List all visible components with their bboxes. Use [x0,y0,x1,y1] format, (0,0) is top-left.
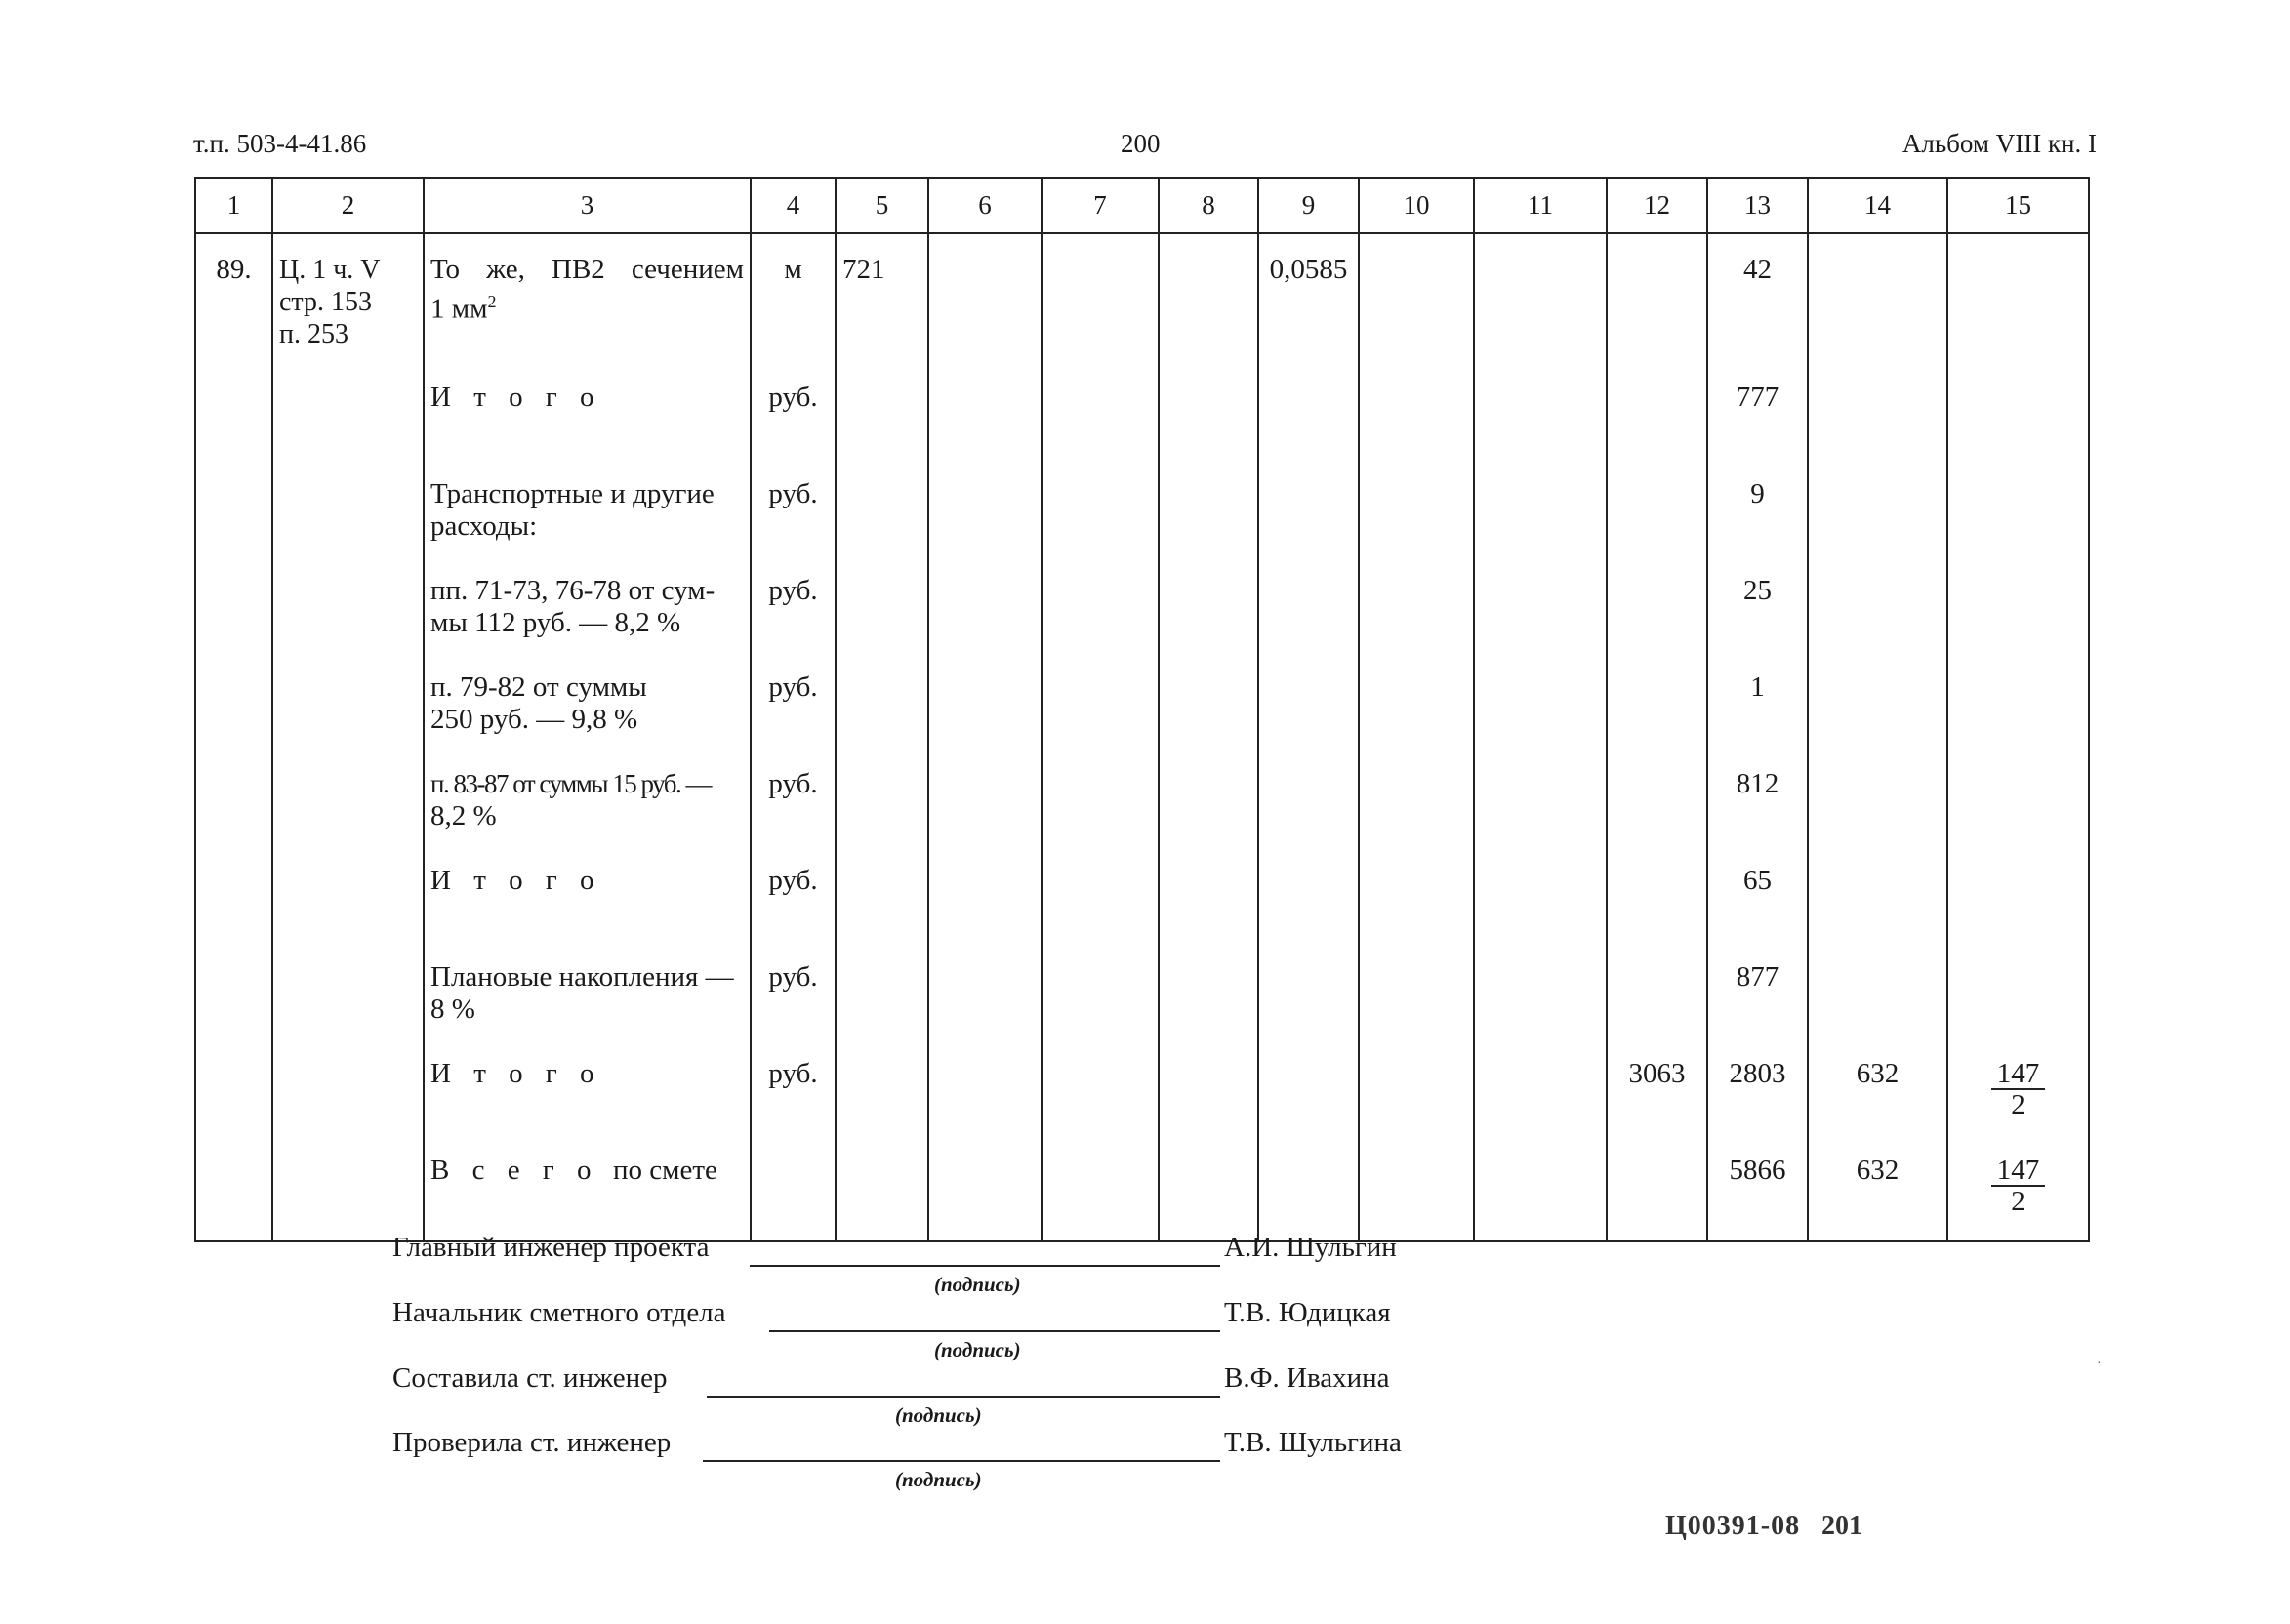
column-header: 15 [1947,178,2089,233]
footer-document-code: Ц00391-08 [1665,1511,1801,1541]
description-line: пп. 71-73, 76-78 от сум- [430,575,716,606]
superscript: 2 [487,292,497,311]
unit-cell: руб. [751,478,836,575]
column-header: 4 [751,178,836,233]
column-header: 3 [424,178,751,233]
value-cell: 632 [1808,1058,1947,1155]
total-cell: 877 [1707,961,1808,1058]
signature-role: Составила ст. инженер [392,1362,668,1394]
total-cell: 9 [1707,478,1808,575]
signature-line [703,1460,1220,1462]
description-line: 250 руб. — 9,8 % [430,704,638,735]
fraction-denominator: 2 [2011,1089,2025,1120]
item-description [424,575,751,671]
fraction-numerator: 147 [1991,1156,2046,1187]
unit-cell: руб. [751,575,836,671]
price-reference-line: Ц. 1 ч. V [279,255,381,285]
signature-block-estimate-head [392,1297,1466,1365]
description-line: Транспортные и другие [430,478,715,509]
value-cell: 3063 [1607,1058,1707,1155]
document-code: т.п. 503-4-41.86 [193,129,367,158]
footer-page-number: 201 [1821,1511,1862,1541]
column-header: 5 [836,178,928,233]
column-header: 11 [1474,178,1607,233]
signature-line [769,1330,1220,1332]
total-cell: 1 [1707,671,1808,768]
grand-total-label-suffix: по смете [612,1155,717,1186]
signature-name: А.И. Шульгин [1224,1232,1397,1263]
empty-cell [1607,233,1707,382]
signature-name: Т.В. Юдицкая [1224,1297,1391,1328]
signature-hint: (подпись) [934,1273,1021,1296]
description-line: п. 83-87 от суммы 15 руб. — [430,769,711,798]
item-number: 89. [195,233,272,382]
subtotal-label: И т о г о [430,865,602,896]
total-cell: 42 [1707,233,1808,382]
total-cell: 25 [1707,575,1808,671]
column-header: 12 [1607,178,1707,233]
fraction-cell [1947,1155,2089,1241]
column-header: 10 [1359,178,1474,233]
unit-cell: руб. [751,382,836,478]
column-header: 14 [1808,178,1947,233]
empty-cell [1947,233,2089,382]
item-description [424,233,751,382]
signature-block-chief-engineer [392,1232,1466,1300]
unit-cell: руб. [751,768,836,865]
fraction-denominator: 2 [2011,1186,2025,1217]
signature-role: Главный инженер проекта [392,1232,710,1263]
subtotal-label: И т о г о [430,382,602,413]
album-label: Альбом VIII кн. I [1902,129,2097,158]
signature-block-compiled-by [392,1362,1466,1431]
unit-cell: руб. [751,671,836,768]
column-header: 8 [1159,178,1258,233]
table-row [195,671,2089,768]
table-row [195,1058,2089,1155]
price-reference [272,233,424,382]
signature-line [750,1265,1220,1267]
item-description [424,1058,751,1155]
description-line: То же, ПВ2 сечением [430,254,744,285]
column-header: 13 [1707,178,1808,233]
item-description [424,671,751,768]
fraction-numerator: 147 [1991,1059,2046,1090]
column-header: 7 [1042,178,1159,233]
signature-name: В.Ф. Ивахина [1224,1362,1390,1394]
unit-cell: м [751,233,836,382]
item-description [424,768,751,865]
item-description [424,382,751,478]
description-line: мы 112 руб. — 8,2 % [430,607,681,638]
empty-cell [1042,233,1159,382]
estimate-table [194,177,2090,1242]
column-header: 2 [272,178,424,233]
column-number-row [195,178,2089,233]
value-cell: 0,0585 [1258,233,1359,382]
price-reference-line: п. 253 [279,319,348,349]
column-header: 6 [928,178,1042,233]
table-row [195,961,2089,1058]
table-row [195,575,2089,671]
signature-hint: (подпись) [895,1403,982,1427]
empty-cell [928,233,1042,382]
empty-cell [1808,233,1947,382]
total-cell: 777 [1707,382,1808,478]
page-number: 200 [1121,129,1161,158]
fraction [1991,1156,2046,1216]
empty-cell [1359,233,1474,382]
quantity-cell: 721 [836,233,928,382]
signature-block-checked-by [392,1427,1466,1495]
total-cell: 2803 [1707,1058,1808,1155]
table-row [195,768,2089,865]
item-description [424,1155,751,1241]
fraction-cell [1947,1058,2089,1155]
table-row [195,382,2089,478]
scan-mark: · [2097,1357,2102,1371]
empty-cell [1159,233,1258,382]
fraction [1991,1059,2046,1119]
unit-cell: руб. [751,961,836,1058]
item-description [424,961,751,1058]
total-cell: 65 [1707,865,1808,961]
grand-total-label: В с е г о [430,1155,599,1186]
description-line: 8 % [430,994,475,1025]
item-description [424,478,751,575]
table-row [195,233,2089,382]
column-header: 1 [195,178,272,233]
signature-role: Проверила ст. инженер [392,1427,672,1458]
signature-name: Т.В. Шульгина [1224,1427,1402,1458]
description-line: расходы: [430,510,538,542]
table-row [195,478,2089,575]
signature-hint: (подпись) [895,1468,982,1491]
empty-cell [1474,233,1607,382]
column-header: 9 [1258,178,1359,233]
subtotal-label: И т о г о [430,1058,602,1089]
unit-cell: руб. [751,1058,836,1155]
description-text: 1 мм [430,293,488,325]
table-row [195,1155,2089,1241]
total-cell: 5866 [1707,1155,1808,1241]
description-line [430,286,744,326]
signature-role: Начальник сметного отдела [392,1297,726,1328]
unit-cell: руб. [751,865,836,961]
table-row [195,865,2089,961]
description-line: 8,2 % [430,800,497,832]
price-reference-line: стр. 153 [279,287,373,317]
description-line: Плановые накопления — [430,961,734,993]
signature-line [707,1396,1220,1398]
value-cell: 632 [1808,1155,1947,1241]
item-description [424,865,751,961]
total-cell: 812 [1707,768,1808,865]
description-line: п. 79-82 от суммы [430,671,647,703]
signature-hint: (подпись) [934,1338,1021,1361]
